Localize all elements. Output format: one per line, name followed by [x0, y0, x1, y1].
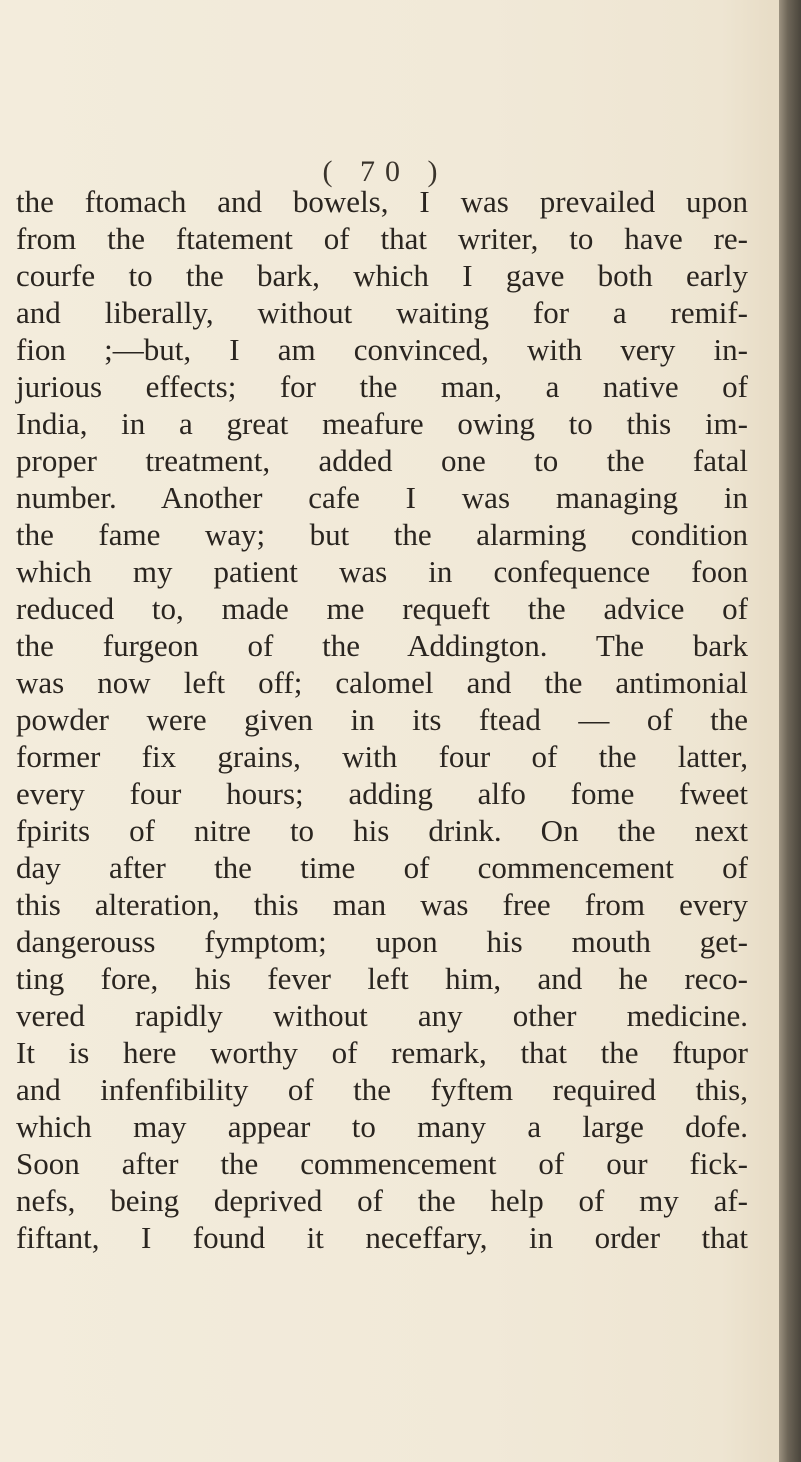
text-line: fpirits of nitre to his drink. On the next [16, 813, 748, 848]
text-line: from the ftatement of that writer, to have re- [16, 221, 748, 256]
text-line: proper treatment, added one to the fatal [16, 443, 748, 478]
text-line: the ftomach and bowels, I was prevailed upon [16, 184, 748, 219]
text-line: the furgeon of the Addington. The bark [16, 628, 748, 663]
text-line: former fix grains, with four of the latter, [16, 739, 748, 774]
text-line: India, in a great meafure owing to this im- [16, 406, 748, 441]
text-line: number. Another cafe I was managing in [16, 480, 748, 515]
text-line: ting fore, his fever left him, and he reco- [16, 961, 748, 996]
text-line: this alteration, this man was free from every [16, 887, 748, 922]
text-line: and liberally, without waiting for a remif- [16, 295, 748, 330]
text-line: powder were given in its ftead — of the [16, 702, 748, 737]
text-line: was now left off; calomel and the antimonial [16, 665, 748, 700]
text-line: vered rapidly without any other medicine. [16, 998, 748, 1033]
text-line: the fame way; but the alarming condition [16, 517, 748, 552]
text-line: nefs, being deprived of the help of my af- [16, 1183, 748, 1218]
text-line: fiftant, I found it neceffary, in order that [16, 1220, 748, 1255]
text-line: which my patient was in confequence foon [16, 554, 748, 589]
text-line: dangerouss fymptom; upon his mouth get- [16, 924, 748, 959]
text-line: which may appear to many a large dofe. [16, 1109, 748, 1144]
page-number-header: ( 70 ) [322, 155, 448, 188]
text-line: every four hours; adding alfo fome fweet [16, 776, 748, 811]
text-line: and infenfibility of the fyftem required this, [16, 1072, 748, 1107]
book-spine-edge [779, 0, 801, 1462]
text-line: Soon after the commencement of our fick- [16, 1146, 748, 1181]
text-line: courfe to the bark, which I gave both early [16, 258, 748, 293]
text-line: fion ;—but, I am convinced, with very in- [16, 332, 748, 367]
text-line: jurious effects; for the man, a native of [16, 369, 748, 404]
text-line: day after the time of commencement of [16, 850, 748, 885]
text-line: It is here worthy of remark, that the ftupor [16, 1035, 748, 1070]
text-line: reduced to, made me requeft the advice of [16, 591, 748, 626]
